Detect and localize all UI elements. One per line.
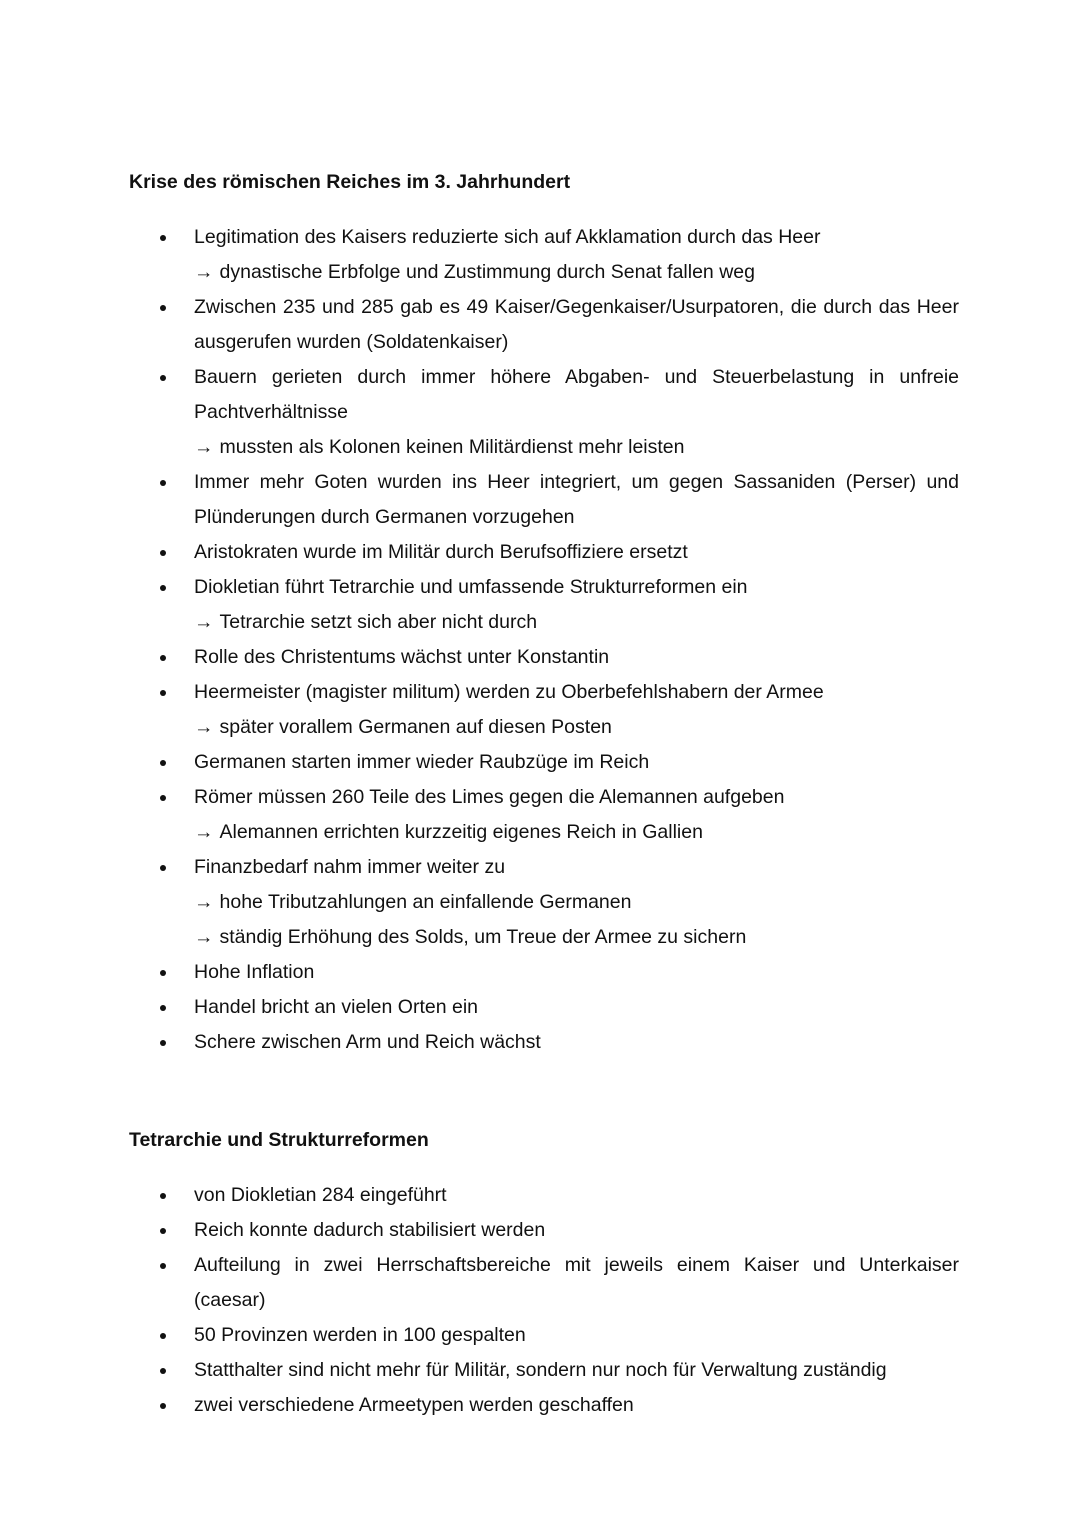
bullet-dot-icon — [160, 1193, 166, 1199]
sub-point — [194, 605, 959, 640]
bullet-dot-icon — [160, 795, 166, 801]
list-item — [129, 1318, 959, 1353]
bullet-dot-icon — [160, 585, 166, 591]
bullet-dot-icon — [160, 865, 166, 871]
bullet-text: (caesar) — [194, 1289, 266, 1311]
bullet-text: Zwischen 235 und 285 gab es 49 Kaiser/Gegenkaiser/Usurpatoren, die durch das Heer — [194, 296, 959, 318]
sub-point — [194, 430, 959, 465]
sub-point — [194, 255, 959, 290]
sub-point-text: Tetrarchie setzt sich aber nicht durch — [219, 611, 538, 633]
arrow-right-icon: → — [194, 926, 214, 948]
bullet-dot-icon — [160, 1333, 166, 1339]
bullet-text: Rolle des Christentums wächst unter Konstantin — [194, 646, 610, 668]
list-item — [129, 360, 959, 465]
list-item — [129, 780, 959, 850]
arrow-right-icon: → — [194, 821, 214, 843]
bullet-text: Hohe Inflation — [194, 961, 315, 983]
list-item — [129, 1248, 959, 1318]
bullet-text: Diokletian führt Tetrarchie und umfassende Strukturreformen ein — [194, 576, 748, 598]
bullet-text: 50 Provinzen werden in 100 gespalten — [194, 1324, 526, 1346]
sub-point — [194, 815, 959, 850]
arrow-right-icon: → — [194, 436, 214, 458]
section-heading: Tetrarchie und Strukturreformen — [129, 1129, 429, 1151]
bullet-list — [129, 1178, 959, 1423]
bullet-text: Aufteilung in zwei Herrschaftsbereiche mit jeweils einem Kaiser und Unterkaiser — [194, 1254, 959, 1276]
bullet-text: ausgerufen wurden (Soldatenkaiser) — [194, 331, 509, 353]
list-item — [129, 850, 959, 955]
sub-point-text: mussten als Kolonen keinen Militärdienst mehr leisten — [219, 436, 685, 458]
bullet-text: Legitimation des Kaisers reduzierte sich auf Akklamation durch das Heer — [194, 226, 821, 248]
list-item — [129, 955, 959, 990]
bullet-dot-icon — [160, 375, 166, 381]
bullet-dot-icon — [160, 550, 166, 556]
bullet-dot-icon — [160, 760, 166, 766]
list-item — [129, 745, 959, 780]
arrow-right-icon: → — [194, 261, 214, 283]
bullet-text: zwei verschiedene Armeetypen werden geschaffen — [194, 1394, 634, 1416]
bullet-text: Finanzbedarf nahm immer weiter zu — [194, 856, 506, 878]
bullet-dot-icon — [160, 1228, 166, 1234]
bullet-text: Pachtverhältnisse — [194, 401, 348, 423]
section-heading: Krise des römischen Reiches im 3. Jahrhundert — [129, 171, 571, 193]
bullet-text: Aristokraten wurde im Militär durch Berufsoffiziere ersetzt — [194, 541, 688, 563]
bullet-dot-icon — [160, 1403, 166, 1409]
sub-point-text: hohe Tributzahlungen an einfallende Germanen — [219, 891, 632, 913]
list-item — [129, 220, 959, 290]
list-item — [129, 990, 959, 1025]
sub-point-text: Alemannen errichten kurzzeitig eigenes Reich in Gallien — [219, 821, 703, 843]
bullet-text: Statthalter sind nicht mehr für Militär, sondern nur noch für Verwaltung zuständig — [194, 1359, 887, 1381]
sub-point-text: später vorallem Germanen auf diesen Posten — [219, 716, 612, 738]
arrow-right-icon: → — [194, 891, 214, 913]
list-item — [129, 1178, 959, 1213]
bullet-dot-icon — [160, 690, 166, 696]
bullet-dot-icon — [160, 480, 166, 486]
bullet-dot-icon — [160, 1263, 166, 1269]
bullet-text: Plünderungen durch Germanen vorzugehen — [194, 506, 575, 528]
list-item — [129, 640, 959, 675]
list-item — [129, 1025, 959, 1060]
list-item — [129, 1388, 959, 1423]
sub-point-text: ständig Erhöhung des Solds, um Treue der Armee zu sichern — [219, 926, 747, 948]
bullet-text: Römer müssen 260 Teile des Limes gegen die Alemannen aufgeben — [194, 786, 785, 808]
bullet-text: Immer mehr Goten wurden ins Heer integriert, um gegen Sassaniden (Perser) und — [194, 471, 959, 493]
list-item — [129, 1353, 959, 1388]
bullet-text: Germanen starten immer wieder Raubzüge im Reich — [194, 751, 650, 773]
section-tetrarchie — [129, 1128, 959, 1423]
list-item — [129, 290, 959, 360]
list-item — [129, 535, 959, 570]
list-item — [129, 1213, 959, 1248]
list-item — [129, 465, 959, 535]
bullet-text: Bauern gerieten durch immer höhere Abgaben- und Steuerbelastung in unfreie — [194, 366, 959, 388]
bullet-dot-icon — [160, 305, 166, 311]
section-krise — [129, 170, 959, 1060]
arrow-right-icon: → — [194, 611, 214, 633]
bullet-dot-icon — [160, 970, 166, 976]
sub-point — [194, 920, 959, 955]
bullet-text: von Diokletian 284 eingeführt — [194, 1184, 447, 1206]
bullet-text: Schere zwischen Arm und Reich wächst — [194, 1031, 541, 1053]
sub-point — [194, 885, 959, 920]
list-item — [129, 570, 959, 640]
sub-point-text: dynastische Erbfolge und Zustimmung durch Senat fallen weg — [219, 261, 755, 283]
arrow-right-icon: → — [194, 716, 214, 738]
list-item — [129, 675, 959, 745]
bullet-text: Heermeister (magister militum) werden zu Oberbefehlshabern der Armee — [194, 681, 824, 703]
bullet-dot-icon — [160, 1040, 166, 1046]
bullet-text: Reich konnte dadurch stabilisiert werden — [194, 1219, 546, 1241]
sub-point — [194, 710, 959, 745]
bullet-dot-icon — [160, 1005, 166, 1011]
bullet-text: Handel bricht an vielen Orten ein — [194, 996, 478, 1018]
bullet-dot-icon — [160, 235, 166, 241]
bullet-dot-icon — [160, 655, 166, 661]
bullet-dot-icon — [160, 1368, 166, 1374]
bullet-list — [129, 220, 959, 1060]
